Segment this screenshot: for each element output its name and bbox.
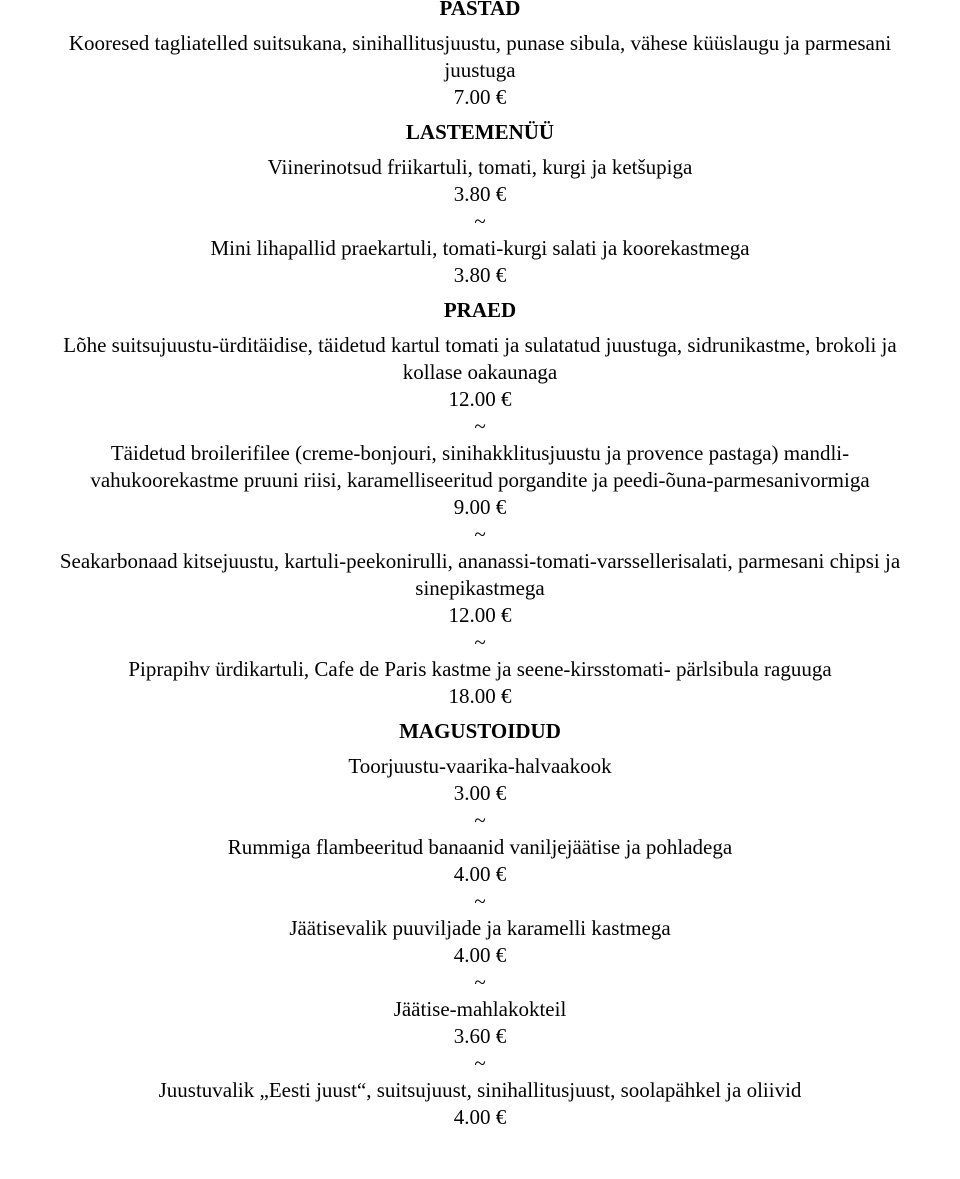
dish-description-line: Piprapihv ürdikartuli, Cafe de Paris kastme ja seene-kirsstomati- pärlsibula raguuga xyxy=(128,657,832,681)
dish-price: 12.00 € xyxy=(448,603,512,627)
menu-item xyxy=(0,235,960,289)
menu-item xyxy=(0,332,960,413)
menu-item xyxy=(0,1077,960,1131)
dish-description-line: Kooresed tagliatelled suitsukana, sinihallitusjuustu, punase sibula, vähese küüslaugu ja parmesani xyxy=(68,31,892,55)
menu-item xyxy=(0,548,960,629)
section-title: PASTAD xyxy=(439,0,521,20)
dish-description-line: Jäätisevalik puuviljade ja karamelli kastmega xyxy=(289,916,671,940)
section-title: PRAED xyxy=(443,298,517,322)
dish-price: 4.00 € xyxy=(453,943,507,967)
menu-item xyxy=(0,440,960,521)
item-separator: ~ xyxy=(474,209,486,233)
dish-price: 18.00 € xyxy=(448,684,512,708)
menu-item xyxy=(0,834,960,888)
section-title: LASTEMENÜÜ xyxy=(405,120,555,144)
menu-item xyxy=(0,915,960,969)
dish-price: 3.00 € xyxy=(453,781,507,805)
dish-price: 4.00 € xyxy=(453,1105,507,1129)
dish-description-line: vahukoorekastme pruuni riisi, karamelliseeritud porgandite ja peedi-õuna-parmesanivormiga xyxy=(90,468,870,492)
dish-description-line: Jäätise-mahlakokteil xyxy=(393,997,567,1021)
dish-price: 4.00 € xyxy=(453,862,507,886)
section-title: MAGUSTOIDUD xyxy=(399,719,561,743)
item-separator: ~ xyxy=(474,970,486,994)
menu-item xyxy=(0,996,960,1050)
section-lastemenuu xyxy=(0,119,960,289)
menu-item xyxy=(0,154,960,208)
dish-price: 12.00 € xyxy=(448,387,512,411)
dish-description-line: Seakarbonaad kitsejuustu, kartuli-peekonirulli, ananassi-tomati-varssellerisalati, parmesani chipsi ja xyxy=(59,549,901,573)
item-separator: ~ xyxy=(474,1051,486,1075)
dish-description-line: Lõhe suitsujuustu-ürditäidise, täidetud kartul tomati ja sulatatud juustuga, sidrunikastme, brokoli ja xyxy=(63,333,897,357)
dish-description-line: Toorjuustu-vaarika-halvaakook xyxy=(348,754,612,778)
dish-description-line: kollase oakaunaga xyxy=(402,360,558,384)
dish-description-line: sinepikastmega xyxy=(415,576,545,600)
item-separator: ~ xyxy=(474,889,486,913)
dish-description-line: Juustuvalik „Eesti juust“, suitsujuust, sinihallitusjuust, soolapähkel ja oliivid xyxy=(158,1078,802,1102)
dish-price: 3.80 € xyxy=(453,182,507,206)
menu-item xyxy=(0,753,960,807)
dish-description-line: Viinerinotsud friikartuli, tomati, kurgi ja ketšupiga xyxy=(267,155,693,179)
section-praed xyxy=(0,297,960,710)
item-separator: ~ xyxy=(474,522,486,546)
dish-price: 7.00 € xyxy=(453,85,507,109)
dish-description-line: Mini lihapallid praekartuli, tomati-kurgi salati ja koorekastmega xyxy=(210,236,750,260)
dish-description-line: juustuga xyxy=(444,58,516,82)
section-magustoidud xyxy=(0,718,960,1131)
dish-description-line: Täidetud broilerifilee (creme-bonjouri, sinihakklitusjuustu ja provence pastaga) mandli- xyxy=(110,441,850,465)
dish-description-line: Rummiga flambeeritud banaanid vaniljejäätise ja pohladega xyxy=(227,835,733,859)
item-separator: ~ xyxy=(474,808,486,832)
dish-price: 3.80 € xyxy=(453,263,507,287)
menu-item xyxy=(0,30,960,111)
section-pastad xyxy=(0,0,960,111)
dish-price: 9.00 € xyxy=(453,495,507,519)
item-separator: ~ xyxy=(474,414,486,438)
dish-price: 3.60 € xyxy=(453,1024,507,1048)
menu-item xyxy=(0,656,960,710)
item-separator: ~ xyxy=(474,630,486,654)
